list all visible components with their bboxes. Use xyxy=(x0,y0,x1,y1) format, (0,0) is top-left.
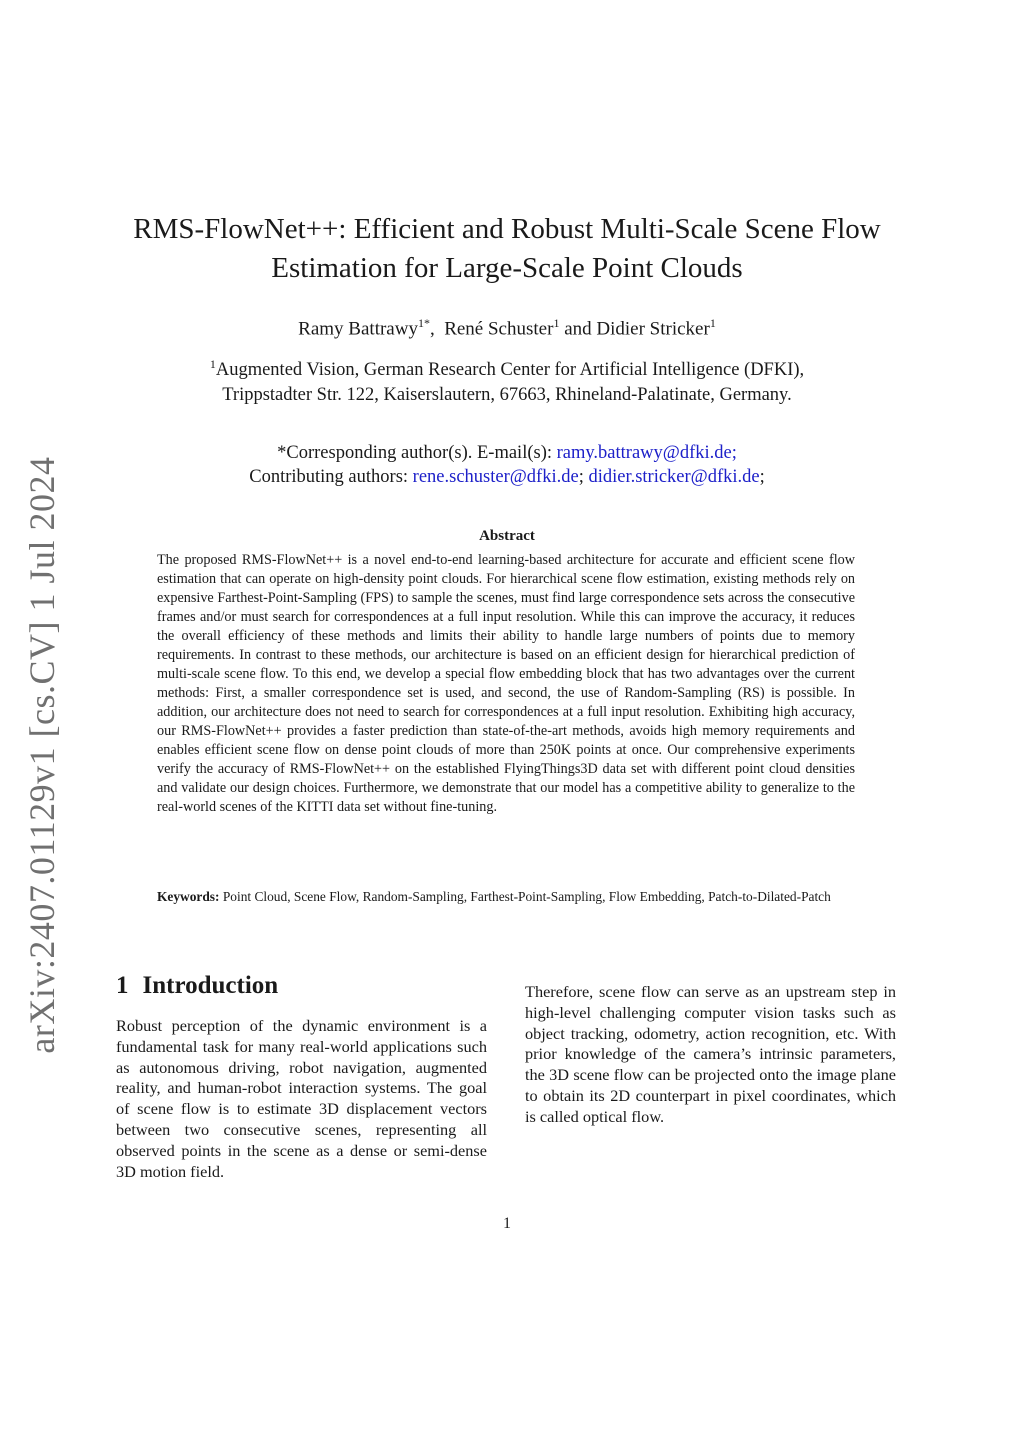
contributing-email-link-1[interactable]: rene.schuster@dfki.de xyxy=(412,467,579,487)
correspondence-block xyxy=(112,441,902,489)
affiliation-mark: 1 xyxy=(209,357,216,371)
author-affiliation-mark: 1* xyxy=(417,316,430,330)
keywords-label: Keywords: xyxy=(157,889,220,904)
corresponding-author-line: *Corresponding author(s). E-mail(s): ramy.battrawy@dfki.de; xyxy=(277,443,737,463)
paper-title: RMS-FlowNet++: Efficient and Robust Multi-Scale Scene Flow Estimation for Large-Scale Point Clouds xyxy=(133,213,881,284)
keywords xyxy=(157,888,855,905)
abstract-heading: Abstract xyxy=(479,528,535,544)
section-title: Introduction xyxy=(142,972,279,999)
keywords-text: Point Cloud, Scene Flow, Random-Sampling, Farthest-Point-Sampling, Flow Embedding, Patch-to-Dilated-Patch xyxy=(219,889,831,904)
section-number: 1 xyxy=(116,972,129,999)
section-heading-introduction xyxy=(116,972,278,1000)
author-affiliation-mark: 1 xyxy=(709,316,716,330)
page-number: 1 xyxy=(503,1215,511,1232)
arxiv-stamp xyxy=(12,456,72,1054)
author-affiliation-mark: 1 xyxy=(553,316,560,330)
intro-paragraph-left: Robust perception of the dynamic environment is a fundamental task for many real-world applications such as autonomous driving, robot navigation, augmented reality, and human-robot interaction systems. The goal of scene flow is to estimate 3D displacement vectors between two consecutive scenes, representing all observed points in the scene as a dense or semi-dense 3D motion field. xyxy=(116,1016,487,1181)
affiliation-line-1: $^1$Augmented Vision, German Research Center for Artificial Intelligence (DFKI), xyxy=(209,357,805,381)
author-name: Ramy Battrawy xyxy=(298,318,418,340)
author-list: Ramy Battrawy$^{1*}$, René Schuster$^1$ and Didier Stricker$^1$ xyxy=(298,316,716,340)
corresponding-email-link[interactable]: ramy.battrawy@dfki.de; xyxy=(556,443,737,463)
arxiv-stamp-text: arXiv:2407.01129v1 [cs.CV] 1 Jul 2024 xyxy=(22,456,62,1054)
abstract-text: The proposed RMS-FlowNet++ is a novel end-to-end learning-based architecture for accurate and efficient scene flow estimation that can operate on high-density point clouds. For hierarchical scene flow estimation, existing methods rely on expensive Farthest-Point-Sampling (FPS) to sample the scenes, must find large correspondence sets across the consecutive frames and/or must search for correspondences at a full input resolution. While this can improve the accuracy, it reduces the overall efficiency of these methods and limits their ability to handle large numbers of points due to memory requirements. In contrast to these methods, our architecture is based on an efficient design for hierarchical prediction of multi-scale scene flow. To this end, we develop a special flow embedding block that has two advantages over the current methods: First, a smaller correspondence set is used, and second, the use of Random-Sampling (RS) is possible. In addition, our architecture does not need to search for correspondences at a full input resolution. Exhibiting high accuracy, our RMS-FlowNet++ provides a faster prediction than state-of-the-art methods, avoids high memory requirements and enables efficient scene flow on dense point clouds of more than 250K points at once. Our comprehensive experiments verify the accuracy of RMS-FlowNet++ on the established FlyingThings3D data set with different point cloud densities and validate our design choices. Furthermore, we demonstrate that our model has a competitive ability to generalize to the real-world scenes of the KITTI data set without fine-tuning. xyxy=(157,552,855,815)
affiliation xyxy=(112,352,902,408)
intro-paragraph-right: Therefore, scene flow can serve as an upstream step in high-level challenging computer vision tasks such as object tracking, odometry, action recognition, etc. With prior knowledge of the camera’s intrinsic parameters, the 3D scene flow can be projected onto the image plane to obtain its 2D counterpart in pixel coordinates, which is called optical flow. xyxy=(525,982,896,1126)
author-joiner: and xyxy=(559,318,597,340)
contributing-email-link-2[interactable]: didier.stricker@dfki.de xyxy=(588,467,760,487)
author-name: René Schuster xyxy=(444,318,554,340)
affiliation-line-2: Trippstadter Str. 122, Kaiserslautern, 67663, Rhineland-Palatinate, Germany. xyxy=(222,385,792,406)
contributing-authors-line: Contributing authors: rene.schuster@dfki.de; didier.stricker@dfki.de; xyxy=(249,467,765,487)
author-name: Didier Stricker xyxy=(596,318,710,340)
